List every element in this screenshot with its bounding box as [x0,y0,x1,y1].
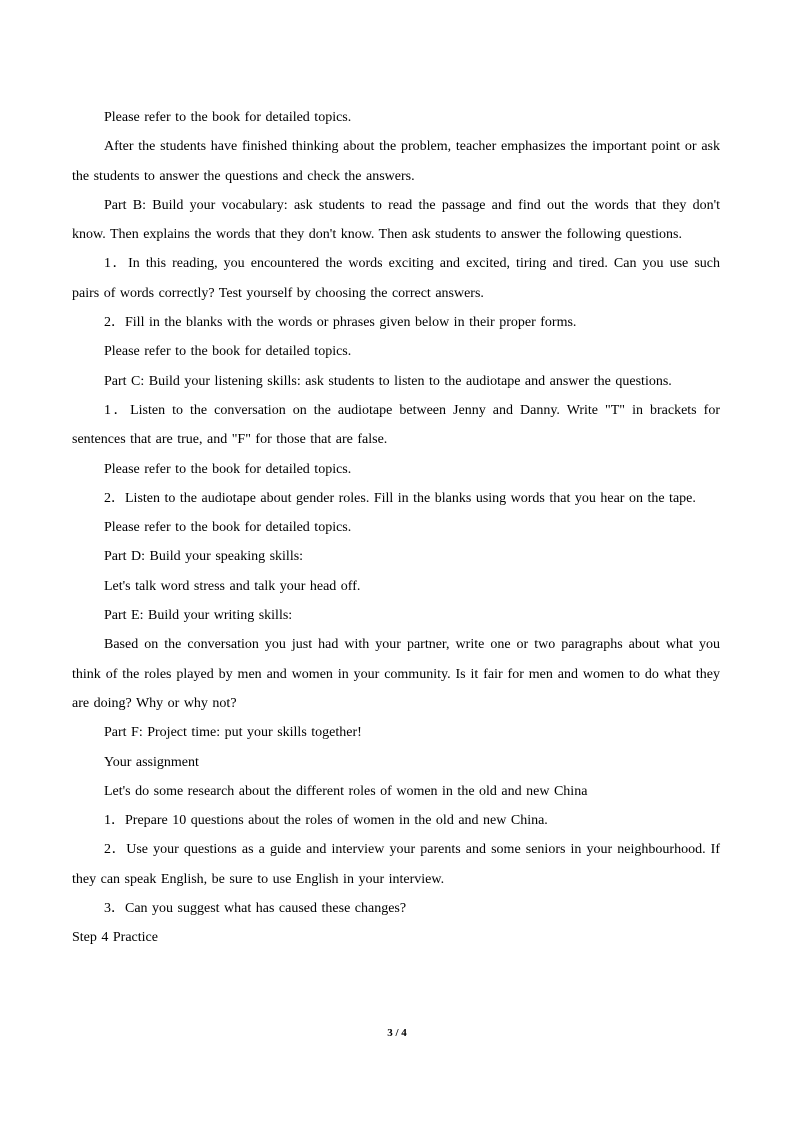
paragraph: Based on the conversation you just had with your partner, write one or two paragraphs about what you think of the roles played by men and women in your community. Is it fair for men and women to do what they are doing? Why or why not? [72,637,720,711]
step-heading: Step 4 Practice [72,930,158,946]
paragraph: Let's do some research about the different roles of women in the old and new China [104,783,588,799]
paragraph: 2．Fill in the blanks with the words or phrases given below in their proper forms. [104,315,577,331]
paragraph: 2．Listen to the audiotape about gender roles. Fill in the blanks using words that you hear on the tape. [104,490,696,506]
paragraph: Please refer to the book for detailed topics. [104,461,352,477]
paragraph: Please refer to the book for detailed topics. [104,110,352,125]
paragraph: Part D: Build your speaking skills: [104,549,304,565]
paragraph: Let's talk word stress and talk your head off. [104,578,361,594]
paragraph: Part E: Build your writing skills: [104,608,293,624]
paragraph: Part F: Project time: put your skills together! [104,725,362,741]
paragraph: Your assignment [104,754,199,770]
paragraph: 1．Listen to the conversation on the audiotape between Jenny and Danny. Write "T" in brackets for sentences that are true, and "F" for those that are false. [72,402,720,448]
paragraph: Please refer to the book for detailed topics. [104,520,352,536]
paragraph: Please refer to the book for detailed topics. [104,344,352,360]
paragraph: Part C: Build your listening skills: ask students to listen to the audiotape and answer the questions. [104,373,672,389]
paragraph: After the students have finished thinking about the problem, teacher emphasizes the important point or ask the students to answer the questions and check the answers. [72,139,720,184]
document-body [72,103,720,953]
paragraph: 3．Can you suggest what has caused these changes? [104,901,407,917]
paragraph: 1．In this reading, you encountered the words exciting and excited, tiring and tired. Can you use such pairs of words correctly? Test yourself by choosing the correct answers. [72,256,720,301]
paragraph: 1．Prepare 10 questions about the roles of women in the old and new China. [104,813,548,829]
paragraph: 2．Use your questions as a guide and interview your parents and some seniors in your neighbourhood. If they can speak English, be sure to use English in your interview. [72,842,720,887]
page-number: 3 / 4 [387,1027,407,1039]
paragraph: Part B: Build your vocabulary: ask students to read the passage and find out the words that they don't know. Then explains the words that they don't know. Then ask students to answer the following questions. [72,197,720,243]
